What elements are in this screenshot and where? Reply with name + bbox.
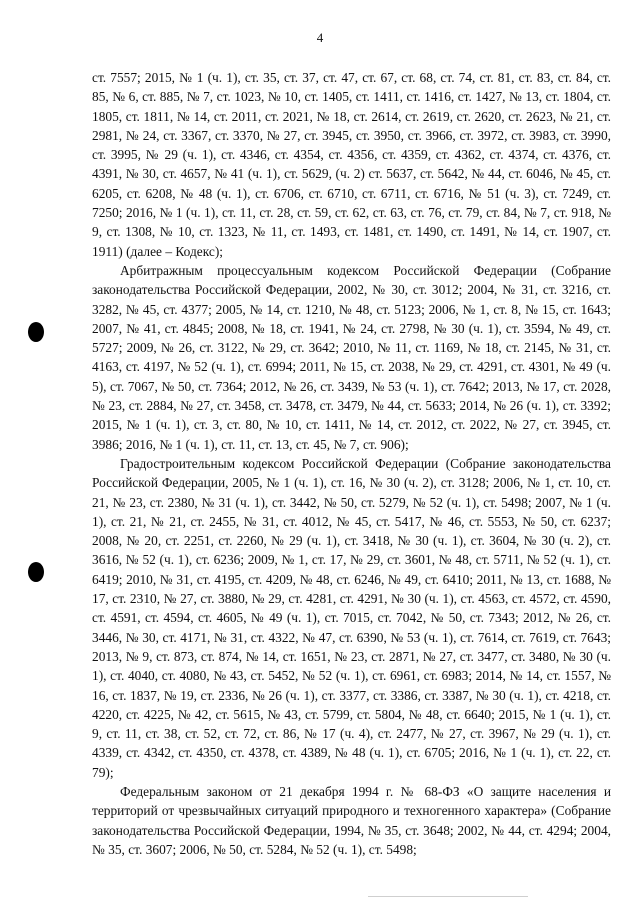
punch-hole-mark [28, 562, 44, 582]
paragraph-urban-planning-code: Градостроительным кодексом Российской Федерации (Собрание законодательства Российской Федерации, 2005, № 1 (ч. 1), ст. 16, № 30 (ч. 2), ст. 3128; 2006, № 1, ст. 10, ст. 21, № 23, ст. 2380, № 31 (ч. 1), ст. 3442, № 50, ст. 5279, № 52 (ч. 1), ст. 5498; 2007, № 1 (ч. 1), ст. 21, № 21, ст. 2455, № 31, ст. 4012, № 45, ст. 5417, № 46, ст. 5553, № 50, ст. 6237; 2008, № 20, ст. 2251, ст. 2260, № 29 (ч. 1), ст. 3418, № 30 (ч. 1), ст. 3604, № 30 (ч. 2), ст. 3616, № 52 (ч. 1), ст. 6236; 2009, № 1, ст. 17, № 29, ст. 3601, № 48, ст. 5711, № 52 (ч. 1), ст. 6419; 2010, № 31, ст. 4195, ст. 4209, № 48, ст. 6246, № 49, ст. 6410; 2011, № 13, ст. 1688, № 17, ст. 2310, № 27, ст. 3880, № 29, ст. 4281, ст. 4291, № 30 (ч. 1), ст. 4563, ст. 4572, ст. 4590, ст. 4591, ст. 4594, ст. 4605, № 49 (ч. 1), ст. 7015, ст. 7042, № 50, ст. 7343; 2012, № 26, ст. 3446, № 30, ст. 4171, № 31, ст. 4322, № 47, ст. 6390, № 53 (ч. 1), ст. 7614, ст. 7619, ст. 7643; 2013, № 9, ст. 873, ст. 874, № 14, ст. 1651, № 23, ст. 2871, № 27, ст. 3477, ст. 3480, № 30 (ч. 1), ст. 4040, ст. 4080, № 43, ст. 5452, № 52 (ч. 1), ст. 6961, ст. 6983; 2014, № 14, ст. 1557, № 16, ст. 1837, № 19, ст. 2336, № 26 (ч. 1), ст. 3377, ст. 3386, ст. 3387, № 30 (ч. 1), ст. 4218, ст. 4220, ст. 4225, № 42, ст. 5615, № 43, ст. 5799, ст. 5804, № 48, ст. 6640; 2015, № 1 (ч. 1), ст. 9, ст. 11, ст. 38, ст. 52, ст. 72, ст. 86, № 17 (ч. 4), ст. 2477, № 27, ст. 3967, № 29 (ч. 1), ст. 4339, ст. 4342, ст. 4350, ст. 4378, ст. 4389, № 48 (ч. 1), ст. 6705; 2016, № 1 (ч. 1), ст. 22, ст. 79); [92, 455, 611, 780]
document-body [92, 68, 611, 859]
paragraph-federal-law: Федеральным законом от 21 декабря 1994 г. № 68-ФЗ «О защите населения и территорий от чрезвычайных ситуаций природного и техногенного характера» (Собрание законодательства Российской Федерации, 1994, № 35, ст. 3648; 2002, № 44, ст. 4294; 2004, № 35, ст. 3607; 2006, № 50, ст. 5284, № 52 (ч. 1), ст. 5498; [92, 783, 611, 857]
paragraph-code-continuation: ст. 7557; 2015, № 1 (ч. 1), ст. 35, ст. 37, ст. 47, ст. 67, ст. 68, ст. 74, ст. 81, ст. 83, ст. 84, ст. 85, № 6, ст. 885, № 7, ст. 1023, № 10, ст. 1405, ст. 1411, ст. 1416, ст. 1427, № 13, ст. 1804, ст. 1805, ст. 1811, № 14, ст. 2011, ст. 2021, № 18, ст. 2614, ст. 2619, ст. 2620, ст. 2623, № 21, ст. 2981, № 24, ст. 3367, ст. 3370, № 27, ст. 3945, ст. 3950, ст. 3966, ст. 3972, ст. 3983, ст. 3990, ст. 3995, № 29 (ч. 1), ст. 4346, ст. 4354, ст. 4356, ст. 4359, ст. 4362, ст. 4374, ст. 4376, ст. 4391, № 30, ст. 4657, № 41 (ч. 1), ст. 5629, (ч. 2) ст. 5637, ст. 5642, № 44, ст. 6046, № 45, ст. 6205, ст. 6208, № 48 (ч. 1), ст. 6706, ст. 6710, ст. 6711, ст. 6716, № 51 (ч. 3), ст. 7249, ст. 7250; 2016, № 1 (ч. 1), ст. 11, ст. 28, ст. 59, ст. 62, ст. 63, ст. 76, ст. 79, ст. 84, № 7, ст. 918, № 9, ст. 1308, № 10, ст. 1323, № 11, ст. 1493, ст. 1481, ст. 1490, ст. 1491, № 14, ст. 1907, ст. 1911) (далее – Кодекс); [92, 70, 611, 259]
paragraph-arbitration-code: Арбитражным процессуальным кодексом Российской Федерации (Собрание законодательства Российской Федерации, 2002, № 30, ст. 3012; 2004, № 31, ст. 3216, ст. 3282, № 45, ст. 4377; 2005, № 14, ст. 1210, № 48, ст. 5123; 2006, № 1, ст. 8, № 15, ст. 1643; 2007, № 41, ст. 4845; 2008, № 18, ст. 1941, № 24, ст. 2798, № 30 (ч. 1), ст. 3594, № 49, ст. 5727; 2009, № 26, ст. 3122, № 29, ст. 3642; 2010, № 11, ст. 1169, № 18, ст. 2145, № 31, ст. 4163, ст. 4197, № 52 (ч. 1), ст. 6994; 2011, № 15, ст. 2038, № 29, ст. 4291, ст. 4301, № 49 (ч. 5), ст. 7067, № 50, ст. 7364; 2012, № 26, ст. 3439, № 53 (ч. 1), ст. 7642; 2013, № 17, ст. 2028, № 23, ст. 2884, № 27, ст. 3458, ст. 3478, ст. 3479, № 44, ст. 5633; 2014, № 26 (ч. 1), ст. 3392; 2015, № 1 (ч. 1), ст. 3, ст. 80, № 10, ст. 1411, № 14, ст. 2012, ст. 2022, № 27, ст. 3945, ст. 3986; 2016, № 1 (ч. 1), ст. 11, ст. 13, ст. 45, № 7, ст. 906); [92, 262, 611, 452]
scan-edge-line [368, 896, 528, 897]
punch-hole-mark [28, 322, 44, 342]
page-number: 4 [316, 30, 324, 45]
